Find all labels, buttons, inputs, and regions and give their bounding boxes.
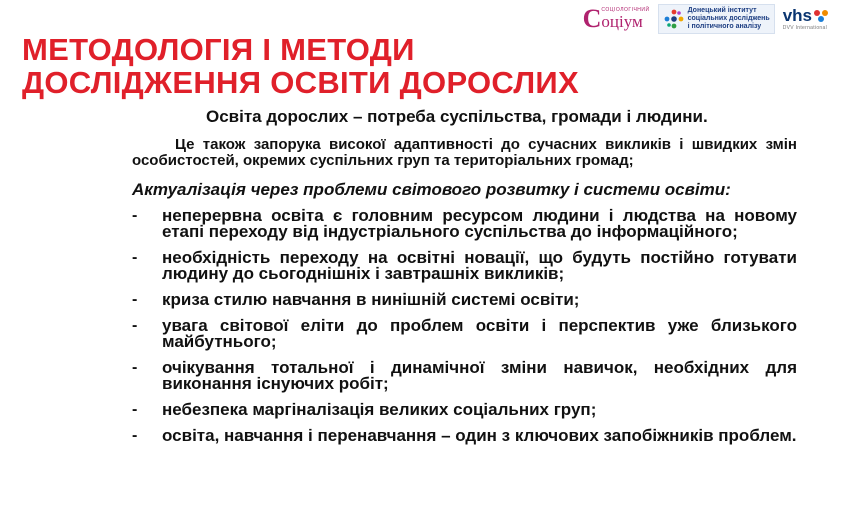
bullet-text: неперервна освіта є головним ресурсом людини і людства на новому етапі переходу від індустріального суспільства до інформаційного;: [162, 206, 797, 241]
bullet-dash: -: [132, 359, 138, 376]
bullet-text: освіта, навчання і перенавчання – один з ключових запобіжників проблем.: [162, 426, 797, 445]
bullet-text: очікування тотальної і динамічної зміни навичок, необхідних для виконання існуючих робіт;: [162, 358, 797, 393]
bullet-dash: -: [132, 249, 138, 266]
slide-title-line-2: ДОСЛІДЖЕННЯ ОСВІТИ ДОРОСЛИХ: [22, 65, 579, 100]
bullet-dash: -: [132, 317, 138, 334]
dipd-logo-line-1: Донецький інститут: [687, 7, 757, 14]
socium-logo: [583, 6, 650, 32]
slide-title: [22, 33, 579, 99]
vhs-logo-subtext: DVV International: [782, 25, 827, 31]
socium-c-glyph-icon: С: [582, 4, 602, 33]
bullet-item: [132, 318, 797, 350]
bullet-dash: -: [132, 291, 138, 308]
bullet-item: [132, 360, 797, 392]
vhs-dots-icon: [812, 9, 832, 23]
actualization-heading: Актуалізація через проблеми світового розвитку і системи освіти:: [132, 180, 731, 199]
bullet-text: небезпека маргіналізація великих соціальних груп;: [162, 400, 597, 419]
dipd-logo: [658, 4, 775, 34]
bullet-item: [132, 250, 797, 282]
vhs-logo: [783, 7, 832, 31]
bullet-item: [132, 402, 797, 418]
dipd-logo-line-2: соціальних досліджень: [687, 15, 770, 22]
dipd-logo-line-3: і політичного аналізу: [687, 23, 762, 30]
bullet-item: [132, 292, 797, 308]
vhs-logo-text: vhs: [782, 6, 812, 25]
slide-title-line-1: МЕТОДОЛОГІЯ І МЕТОДИ: [22, 32, 415, 67]
bullet-text: необхідність переходу на освітні новації, що будуть постійно готувати людину до сьогоднішніх і завтрашніх викликів;: [162, 248, 797, 283]
socium-logo-text: оціум: [601, 12, 643, 31]
bullet-item: [132, 208, 797, 240]
bullet-item: [132, 428, 797, 444]
dipd-emblem-icon: [663, 8, 685, 30]
bullet-text: увага світової еліти до проблем освіти і перспектив уже близького майбутнього;: [162, 316, 797, 351]
bullet-dash: -: [132, 427, 138, 444]
slide-subtitle: Освіта дорослих – потреба суспільства, громади і людини.: [206, 107, 708, 126]
logo-bar: [583, 4, 832, 34]
bullet-dash: -: [132, 401, 138, 418]
bullet-text: криза стилю навчання в нинішній системі освіти;: [162, 290, 580, 309]
socium-logo-small-text: СОЦІОЛОГІЧНИЙ: [601, 7, 650, 13]
bullet-dash: -: [132, 207, 138, 224]
intro-paragraph: Це також запорука високої адаптивності до сучасних викликів і швидких змін особистостей, окремих суспільних груп та територіальних громад;: [132, 136, 797, 169]
bullet-list: [132, 208, 797, 454]
